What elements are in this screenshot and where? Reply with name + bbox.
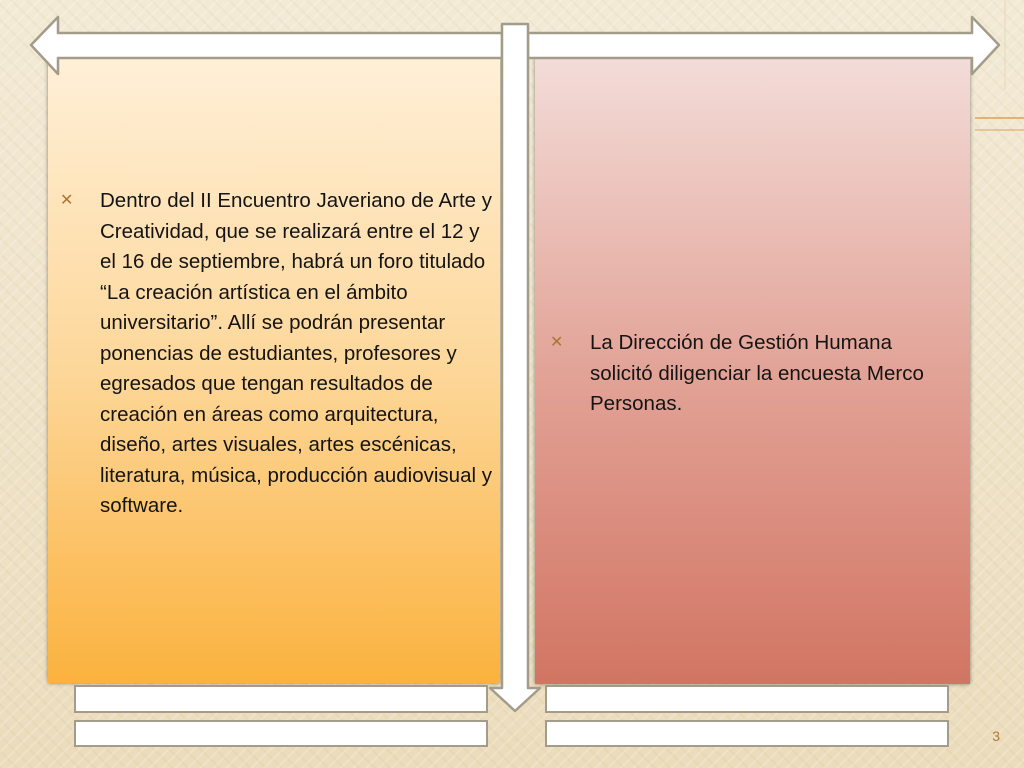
bullet-x-icon: ✕ [60, 192, 74, 209]
decorative-bar [74, 720, 488, 747]
right-bullet-text: La Dirección de Gestión Humana solicitó diligenciar la encuesta Merco Personas. [590, 331, 924, 415]
left-bullet-text: Dentro del II Encuentro Javeriano de Arte y Creatividad, que se realizará entre el 12 y el 16 de septiembre, habrá un foro titulado “La creación artística en el ámbito universitario”. Allí se podrán presentar ponencias de estudiantes, profesores y egresados que tengan resultados de creación en áreas como arquitectura, diseño, artes visuales, artes escénicas, literatura, música, producción audiovisual y software. [100, 189, 493, 517]
bullet-x-icon: ✕ [550, 334, 564, 351]
decorative-bar [545, 720, 949, 747]
right-arrow-icon [528, 17, 999, 74]
down-arrow-icon [490, 24, 540, 711]
decorative-bar [74, 685, 488, 713]
right-bullet-item [548, 328, 953, 420]
left-bullet-item [58, 186, 494, 522]
slide-number: 3 [992, 728, 1000, 744]
decorative-bar [545, 685, 949, 713]
left-arrow-icon [31, 17, 502, 74]
